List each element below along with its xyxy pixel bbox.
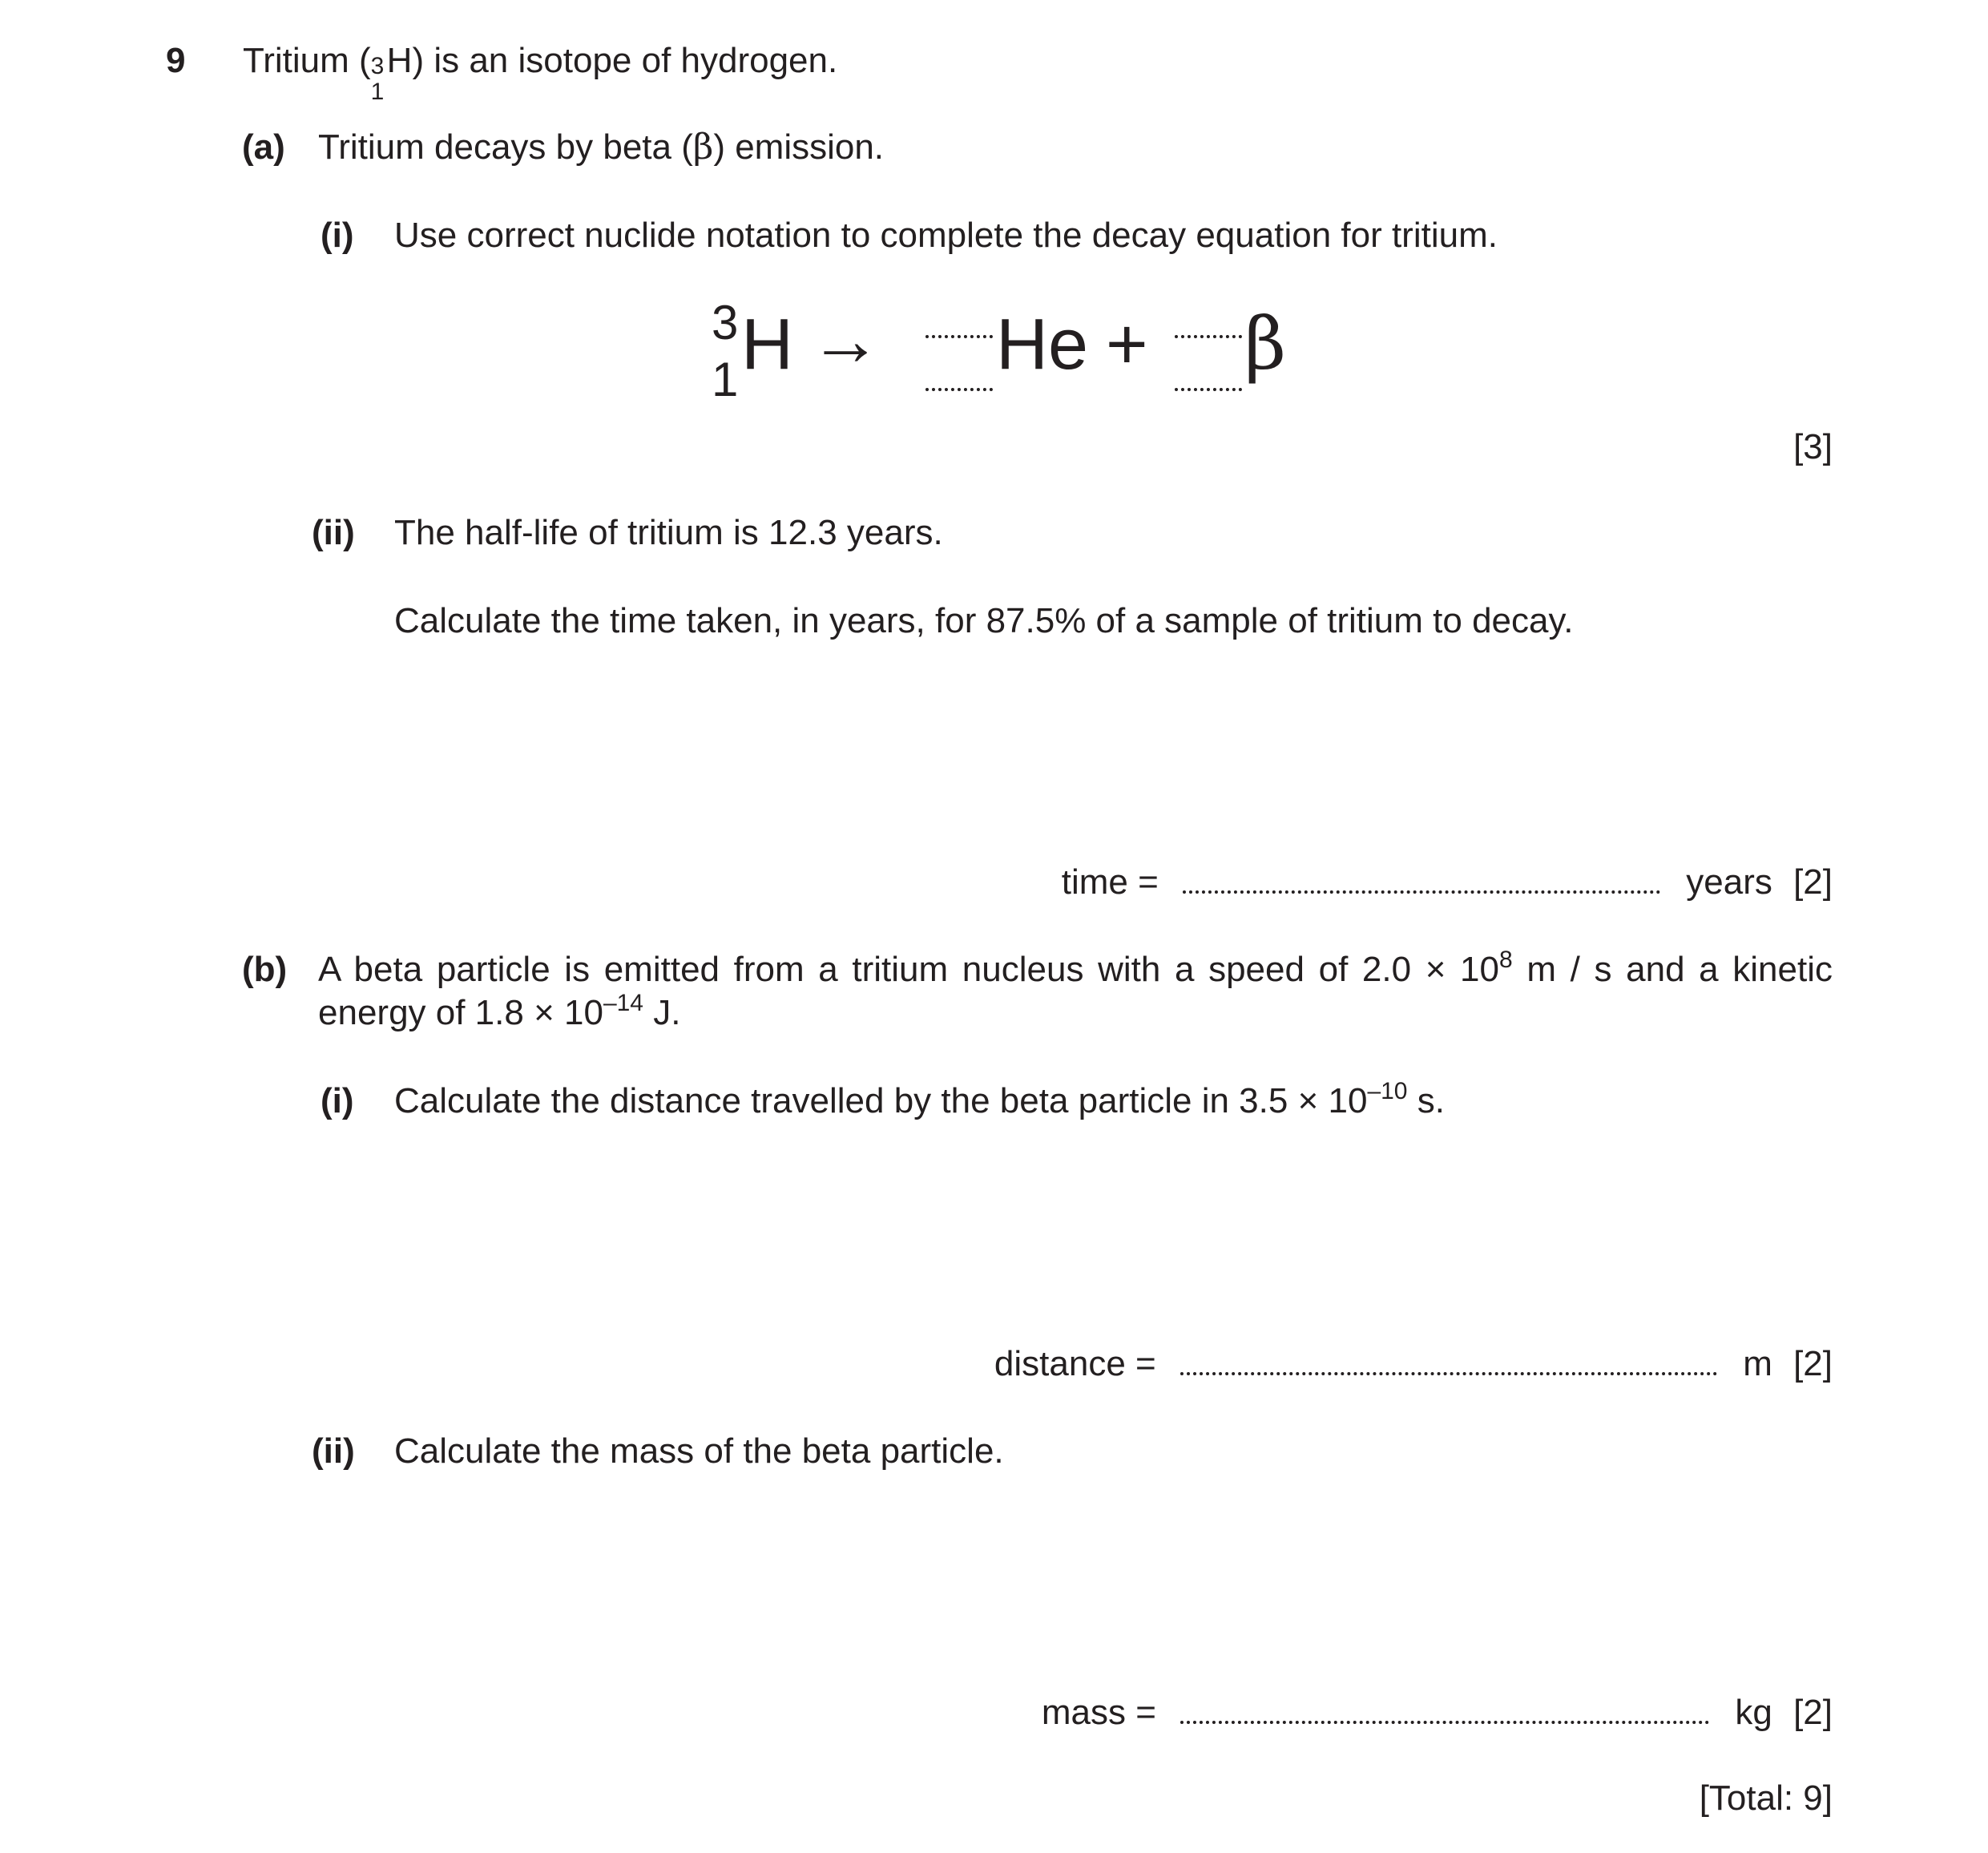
intro-mass-number: 3 xyxy=(370,53,385,79)
part-b-i-text-after: s. xyxy=(1407,1081,1445,1120)
part-b-label: (b) xyxy=(242,950,288,989)
part-b-i-label: (i) xyxy=(321,1081,354,1120)
part-b-line2-exponent: –14 xyxy=(603,990,643,1016)
part-a-ii-label: (ii) xyxy=(312,513,355,552)
time-unit: years xyxy=(1686,862,1772,902)
mass-answer-blank[interactable] xyxy=(1180,1721,1709,1724)
part-b-ii-label: (ii) xyxy=(312,1431,355,1471)
mass-marks: [2] xyxy=(1793,1693,1833,1732)
part-a-text-before: Tritium decays by beta ( xyxy=(318,127,693,167)
part-b-i-text xyxy=(394,1078,1445,1120)
time-label: time = xyxy=(1061,862,1159,902)
reactant-mass-number: 3 xyxy=(712,296,739,349)
total-marks: [Total: 9] xyxy=(1699,1778,1833,1818)
product2-mass-number-blank[interactable] xyxy=(1175,335,1242,338)
distance-unit: m xyxy=(1743,1344,1772,1383)
part-a-i-marks: [3] xyxy=(1793,427,1833,466)
question-number: 9 xyxy=(166,41,186,80)
part-a-ii-text2: Calculate the time taken, in years, for 87.5% of a sample of tritium to decay. xyxy=(394,601,1574,640)
distance-answer-line xyxy=(994,1346,1833,1382)
part-a-label: (a) xyxy=(242,127,285,167)
part-b-line1 xyxy=(318,947,1833,989)
beta-symbol: β xyxy=(692,127,714,168)
mass-label: mass = xyxy=(1041,1693,1156,1732)
intro-after: ) is an isotope of hydrogen. xyxy=(412,41,838,80)
part-a-text xyxy=(318,127,885,168)
time-answer-line xyxy=(1061,862,1833,902)
product1-atomic-number-blank[interactable] xyxy=(925,388,993,391)
distance-label: distance = xyxy=(994,1344,1156,1383)
product1-symbol: He xyxy=(996,305,1089,385)
reactant-symbol: H xyxy=(741,305,793,385)
part-a-i-label: (i) xyxy=(321,216,354,255)
intro-symbol: H xyxy=(386,41,413,80)
product2-atomic-number-blank[interactable] xyxy=(1175,388,1242,391)
intro-atomic-number: 1 xyxy=(370,79,385,105)
part-b-line1-exponent: 8 xyxy=(1499,947,1513,973)
part-b-i-exponent: –10 xyxy=(1367,1078,1408,1104)
reactant-atomic-number: 1 xyxy=(712,353,739,406)
mass-unit: kg xyxy=(1735,1693,1772,1732)
time-marks: [2] xyxy=(1793,862,1833,902)
distance-marks: [2] xyxy=(1793,1344,1833,1383)
distance-answer-blank[interactable] xyxy=(1180,1372,1717,1375)
part-a-ii-text1: The half-life of tritium is 12.3 years. xyxy=(394,513,943,552)
plus-symbol: + xyxy=(1106,305,1148,385)
part-a-text-after: ) emission. xyxy=(713,127,885,167)
part-b-ii-text: Calculate the mass of the beta particle. xyxy=(394,1431,1004,1471)
part-b-line1-after: m / s and a kinetic xyxy=(1512,950,1833,989)
mass-answer-line xyxy=(1042,1695,1833,1730)
arrow-symbol: → xyxy=(809,301,881,381)
time-answer-blank[interactable] xyxy=(1183,890,1660,894)
intro-before: Tritium ( xyxy=(243,41,371,80)
product2-beta-symbol: β xyxy=(1244,302,1287,386)
part-b-line1-before: A beta particle is emitted from a tritium nucleus with a speed of 2.0 × 10 xyxy=(318,950,1500,989)
part-a-i-text: Use correct nuclide notation to complete the decay equation for tritium. xyxy=(394,216,1498,255)
part-b-i-text-before: Calculate the distance travelled by the beta particle in 3.5 × 10 xyxy=(394,1081,1368,1120)
part-b-line2-after: J. xyxy=(643,993,681,1032)
part-b-line2 xyxy=(318,990,681,1032)
part-b-line2-before: energy of 1.8 × 10 xyxy=(318,993,603,1032)
product1-mass-number-blank[interactable] xyxy=(925,335,993,338)
question-intro xyxy=(243,41,838,105)
